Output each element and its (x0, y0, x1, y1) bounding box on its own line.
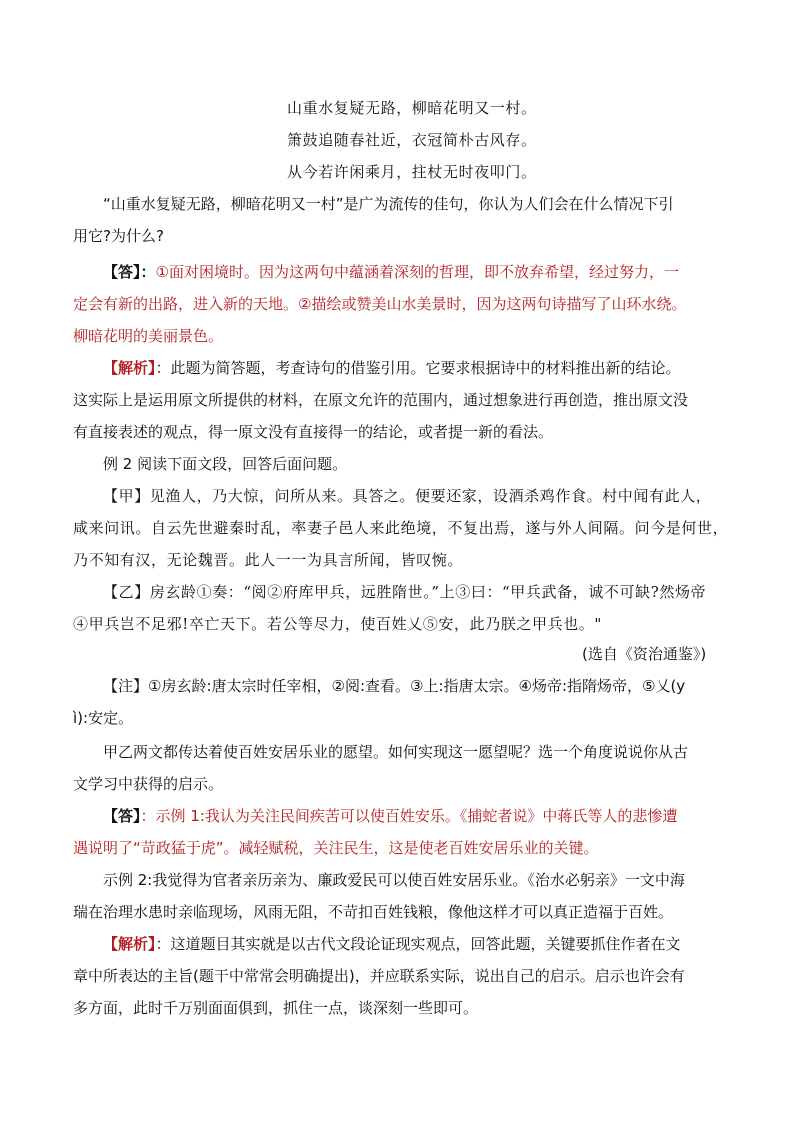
q1-analysis-line-1 (103, 358, 681, 378)
analysis-text: ：此题为简答题，考查诗句的借鉴引用。它要求根据诗中的材料推出新的结论。 (155, 359, 681, 377)
jia-line-2: 咸来问讯。自云先世避秦时乱，率妻子邑人来此绝境，不复出焉，遂与外人间隔。问今是何世， (73, 519, 729, 537)
q2-answer-line-2: 遇说明了“苛政猛于虎”。减轻赋税，关注民生，这是使老百姓安居乐业的关键。 (73, 839, 599, 857)
q1-analysis-line-2: 这实际上是运用原文所提供的材料，在原文允许的范围内，通过想象进行再创造，推出原文没 (73, 391, 689, 409)
source-citation: (选自《资治通鉴》) (582, 645, 707, 663)
example-b-line-2: 瑞在治理水患时亲临现场，风雨无阻，不苛扣百姓钱粮，像他这样才可以真正造福于百姓。 (73, 903, 674, 921)
q2-question-line-2: 文学习中获得的启示。 (73, 775, 224, 793)
analysis-label: 【解析】 (103, 359, 156, 377)
poem-line-1: 山重水复疑无路，柳暗花明又一村。 (287, 99, 537, 117)
example-b-line-1: 示例 2:我觉得为官者亲历亲为、廉政爱民可以使百姓安居乐业。《治水必躬亲》一文中海 (103, 871, 685, 889)
q1-question-line-2: 用它?为什么? (73, 227, 164, 245)
q2-analysis-line-3: 多方面，此时千万别面面俱到，抓住一点，谈深刻一些即可。 (73, 999, 479, 1017)
q2-answer-line-1 (103, 806, 677, 826)
analysis-label: 【解析】 (103, 935, 156, 953)
note-line-2: ì):安定。 (73, 709, 134, 727)
analysis-text: ：这道题目其实就是以古代文段论证现实观点，回答此题，关键要抓住作者在文 (155, 935, 681, 953)
answer-text: ①面对困境时。因为这两句中蕴涵着深刻的哲理，即不放弃希望，经过努力，一 (155, 263, 679, 281)
q2-analysis-line-2: 章中所表达的主旨(题干中常常会明确提出)，并应联系实际，说出自己的启示。启示也许会有 (73, 967, 685, 985)
q2-analysis-line-1 (103, 934, 681, 954)
poem-line-3: 从今若许闲乘月，拄杖无时夜叩门。 (287, 163, 537, 181)
answer-text: ：示例 1:我认为关注民间疾苦可以使百姓安乐。《捕蛇者说》中蒋氏等人的悲惨遭 (140, 807, 678, 825)
q1-answer-line-1 (103, 262, 679, 282)
yi-line-2: ④甲兵岂不足邪!卒亡天下。若公等尽力，使百姓乂⑤安，此乃朕之甲兵也。" (73, 615, 602, 633)
q1-answer-line-3: 柳暗花明的美丽景色。 (73, 327, 224, 345)
q1-analysis-line-3: 有直接表述的观点，得一原文没有直接得一的结论，或者提一新的看法。 (73, 423, 554, 441)
note-line-1: 【注】①房玄龄:唐太宗时任宰相，②阅:查看。③上:指唐太宗。④炀帝:指隋炀帝，⑤乂(y (103, 677, 686, 695)
q1-answer-line-2: 定会有新的出路，进入新的天地。②描绘或赞美山水美景时，因为这两句诗描写了山环水绕。 (73, 295, 687, 313)
example2-heading: 例 2 阅读下面文段，回答后面问题。 (103, 455, 348, 473)
jia-line-3: 乃不知有汉，无论魏晋。此人一一为具言所闻，皆叹惋。 (73, 551, 464, 569)
answer-label: 【答】： (103, 263, 156, 281)
poem-line-2: 箫鼓追随春社近，衣冠简朴古风存。 (287, 131, 537, 149)
q2-question-line-1: 甲乙两文都传达着使百姓安居乐业的愿望。如何实现这一愿望呢？选一个角度说说你从古 (103, 743, 689, 761)
jia-line-1: 【甲】见渔人，乃大惊，问所从来。具答之。便要还家，设酒杀鸡作食。村中闻有此人， (103, 487, 712, 505)
answer-label: 【答】 (103, 807, 141, 825)
yi-line-1: 【乙】房玄龄①奏：“阅②府库甲兵，远胜隋世。”上③曰：“甲兵武备，诚不可缺?然炀帝 (103, 583, 707, 601)
q1-question-line-1: “山重水复疑无路，柳暗花明又一村”是广为流传的佳句，你认为人们会在什么情况下引 (103, 195, 674, 213)
